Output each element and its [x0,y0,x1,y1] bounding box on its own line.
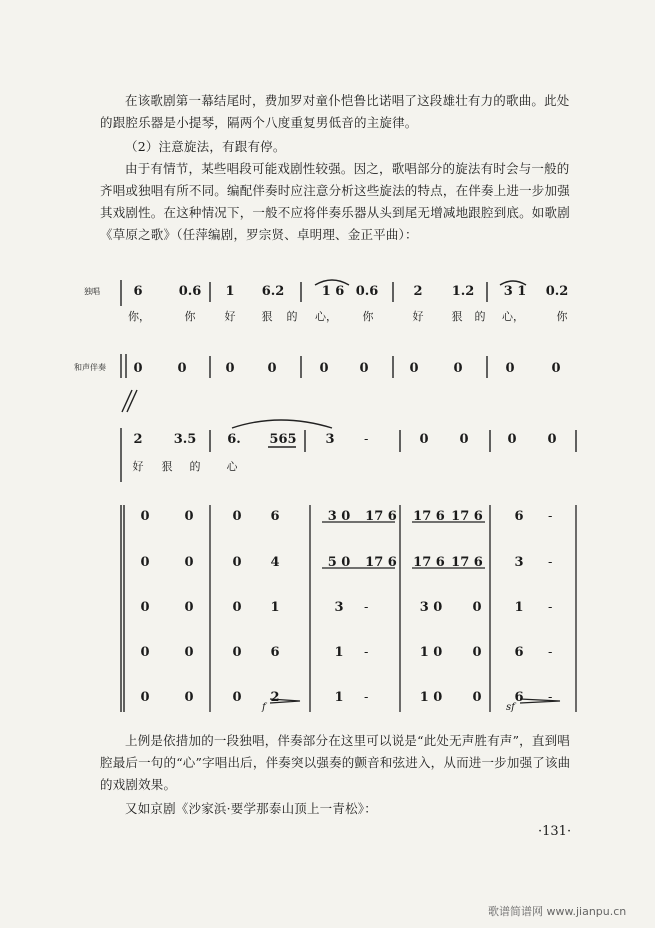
acc-note: 6 [514,645,524,660]
acc-note: 0 [177,361,187,376]
dash: - [548,555,553,570]
acc-note: 17 6 [451,555,483,570]
acc-note: 6 [514,509,524,524]
acc-note: 2 [270,690,280,705]
acc-note: 6 [270,509,280,524]
acc-note: 17 6 [365,555,397,570]
note: 0 [419,432,429,447]
solo-label: 独唱 [84,287,100,296]
note: 6 [133,284,143,299]
acc-note: 0 [184,509,194,524]
lyric: 心 [226,460,238,473]
dash: - [548,509,553,524]
lyric: 的 [189,460,201,473]
lyric: 好 [224,310,236,323]
acc-note: 0 [267,361,277,376]
lyric: 你 [556,310,568,323]
note: 6.2 [261,284,285,299]
note: 0.6 [355,284,379,299]
acc-note: 0 [232,555,242,570]
acc-note: 0 [140,645,150,660]
section-heading: （2）注意旋法，有跟有停。 [125,139,286,154]
acc-note: 0 [184,600,194,615]
note: 565 [269,432,297,447]
paragraph-3: 上例是依措加的一段独唱，伴奏部分在这里可以说是“此处无声胜有声”，直到唱腔最后一句的“心”字唱出后，伴奏突以强奏的颤音和弦进入，从而进一步加强了该曲的戏剧效果。 [100,733,571,792]
acc-note: 1 0 [419,645,443,660]
acc-note: 5 0 [327,555,351,570]
lyric: 你 [362,310,374,323]
note: 1.2 [451,284,475,299]
acc-note: 0 [133,361,143,376]
dash: - [364,690,369,705]
note: 0 [547,432,557,447]
acc-note: 0 [505,361,515,376]
acc-note: 17 6 [413,509,445,524]
acc-note: 6 [270,645,280,660]
paragraph-1: 在该歌剧第一幕结尾时，费加罗对童仆恺鲁比诺唱了这段雄壮有力的歌曲。此处的跟腔乐器是小提琴，隔两个八度重复男低音的主旋律。 [100,93,570,130]
acc-note: 3 [334,600,344,615]
note: 6. [227,432,241,447]
note: 0 [507,432,517,447]
acc-note: 1 [334,645,344,660]
note: 3 [325,432,335,447]
note: 3 1 [503,284,527,299]
lyric: 的 [474,310,486,323]
lyric: 的 [286,310,298,323]
acc-note: 3 0 [327,509,351,524]
acc-note: 0 [140,600,150,615]
lyric: 心， [315,310,337,323]
acc-note: 0 [232,690,242,705]
page-number: ·131· [538,824,572,839]
dash: - [548,600,553,615]
lyric: 心， [502,310,524,323]
acc-note: 4 [270,555,280,570]
note: 1 6 [321,284,345,299]
acc-note: 17 6 [365,509,397,524]
acc-note: 1 [334,690,344,705]
acc-note: 0 [232,509,242,524]
acc-note: 17 6 [451,509,483,524]
acc-note: 0 [472,645,482,660]
acc-note: 0 [184,645,194,660]
note: 0.2 [545,284,569,299]
acc-note: 0 [225,361,235,376]
acc-note: 0 [319,361,329,376]
acc-note: 3 0 [419,600,443,615]
acc-note: 0 [184,555,194,570]
acc-note: 0 [140,690,150,705]
paragraph-2: 由于有情节，某些唱段可能戏剧性较强。因之，歌唱部分的旋法有时会与一般的齐唱或独唱有所不同。编配伴奏时应注意分析这些旋法的特点，在伴奏上进一步加强其戏剧性。在这种情况下，一般不应将伴奏乐器从头到尾无增减地跟腔到底。如歌剧《草原之歌》（任萍编剧，罗宗贤、卓明理、金正平曲）： [100,161,570,242]
acc-note: 0 [359,361,369,376]
dash: - [548,690,553,705]
acc-note: 1 [270,600,280,615]
lyric: 狠 [161,460,173,473]
paragraph-4: 又如京剧《沙家浜·要学那泰山顶上一青松》： [125,801,377,816]
watermark: 歌谱简谱网 www.jianpu.cn [488,905,627,918]
lyric: 你 [184,310,196,323]
acc-note: 0 [232,600,242,615]
dash: - [364,432,369,447]
acc-note: 17 6 [413,555,445,570]
acc-note: 0 [472,690,482,705]
lyric: 狠 [261,310,273,323]
lyric: 你， [128,310,150,323]
dynamic-f: f [262,702,266,713]
lyric: 好 [132,460,144,473]
dash: - [364,600,369,615]
note: 2 [413,284,423,299]
acc-note: 0 [409,361,419,376]
acc-note: 0 [140,555,150,570]
dynamic-sf: sf [506,702,515,713]
acc-note: 0 [232,645,242,660]
lyric: 狠 [451,310,463,323]
acc-note: 1 0 [419,690,443,705]
note: 2 [133,432,143,447]
note: 3.5 [173,432,197,447]
acc-note: 1 [514,600,524,615]
note: 0 [459,432,469,447]
acc-note: 0 [551,361,561,376]
dash: - [364,645,369,660]
accompaniment-label: 和声伴奏 [74,363,106,372]
dash: - [548,645,553,660]
note: 1 [225,284,235,299]
acc-note: 0 [453,361,463,376]
note: 0.6 [178,284,202,299]
acc-note: 6 [514,690,524,705]
lyric: 好 [412,310,424,323]
acc-note: 0 [184,690,194,705]
acc-note: 3 [514,555,524,570]
acc-note: 0 [472,600,482,615]
acc-note: 0 [140,509,150,524]
